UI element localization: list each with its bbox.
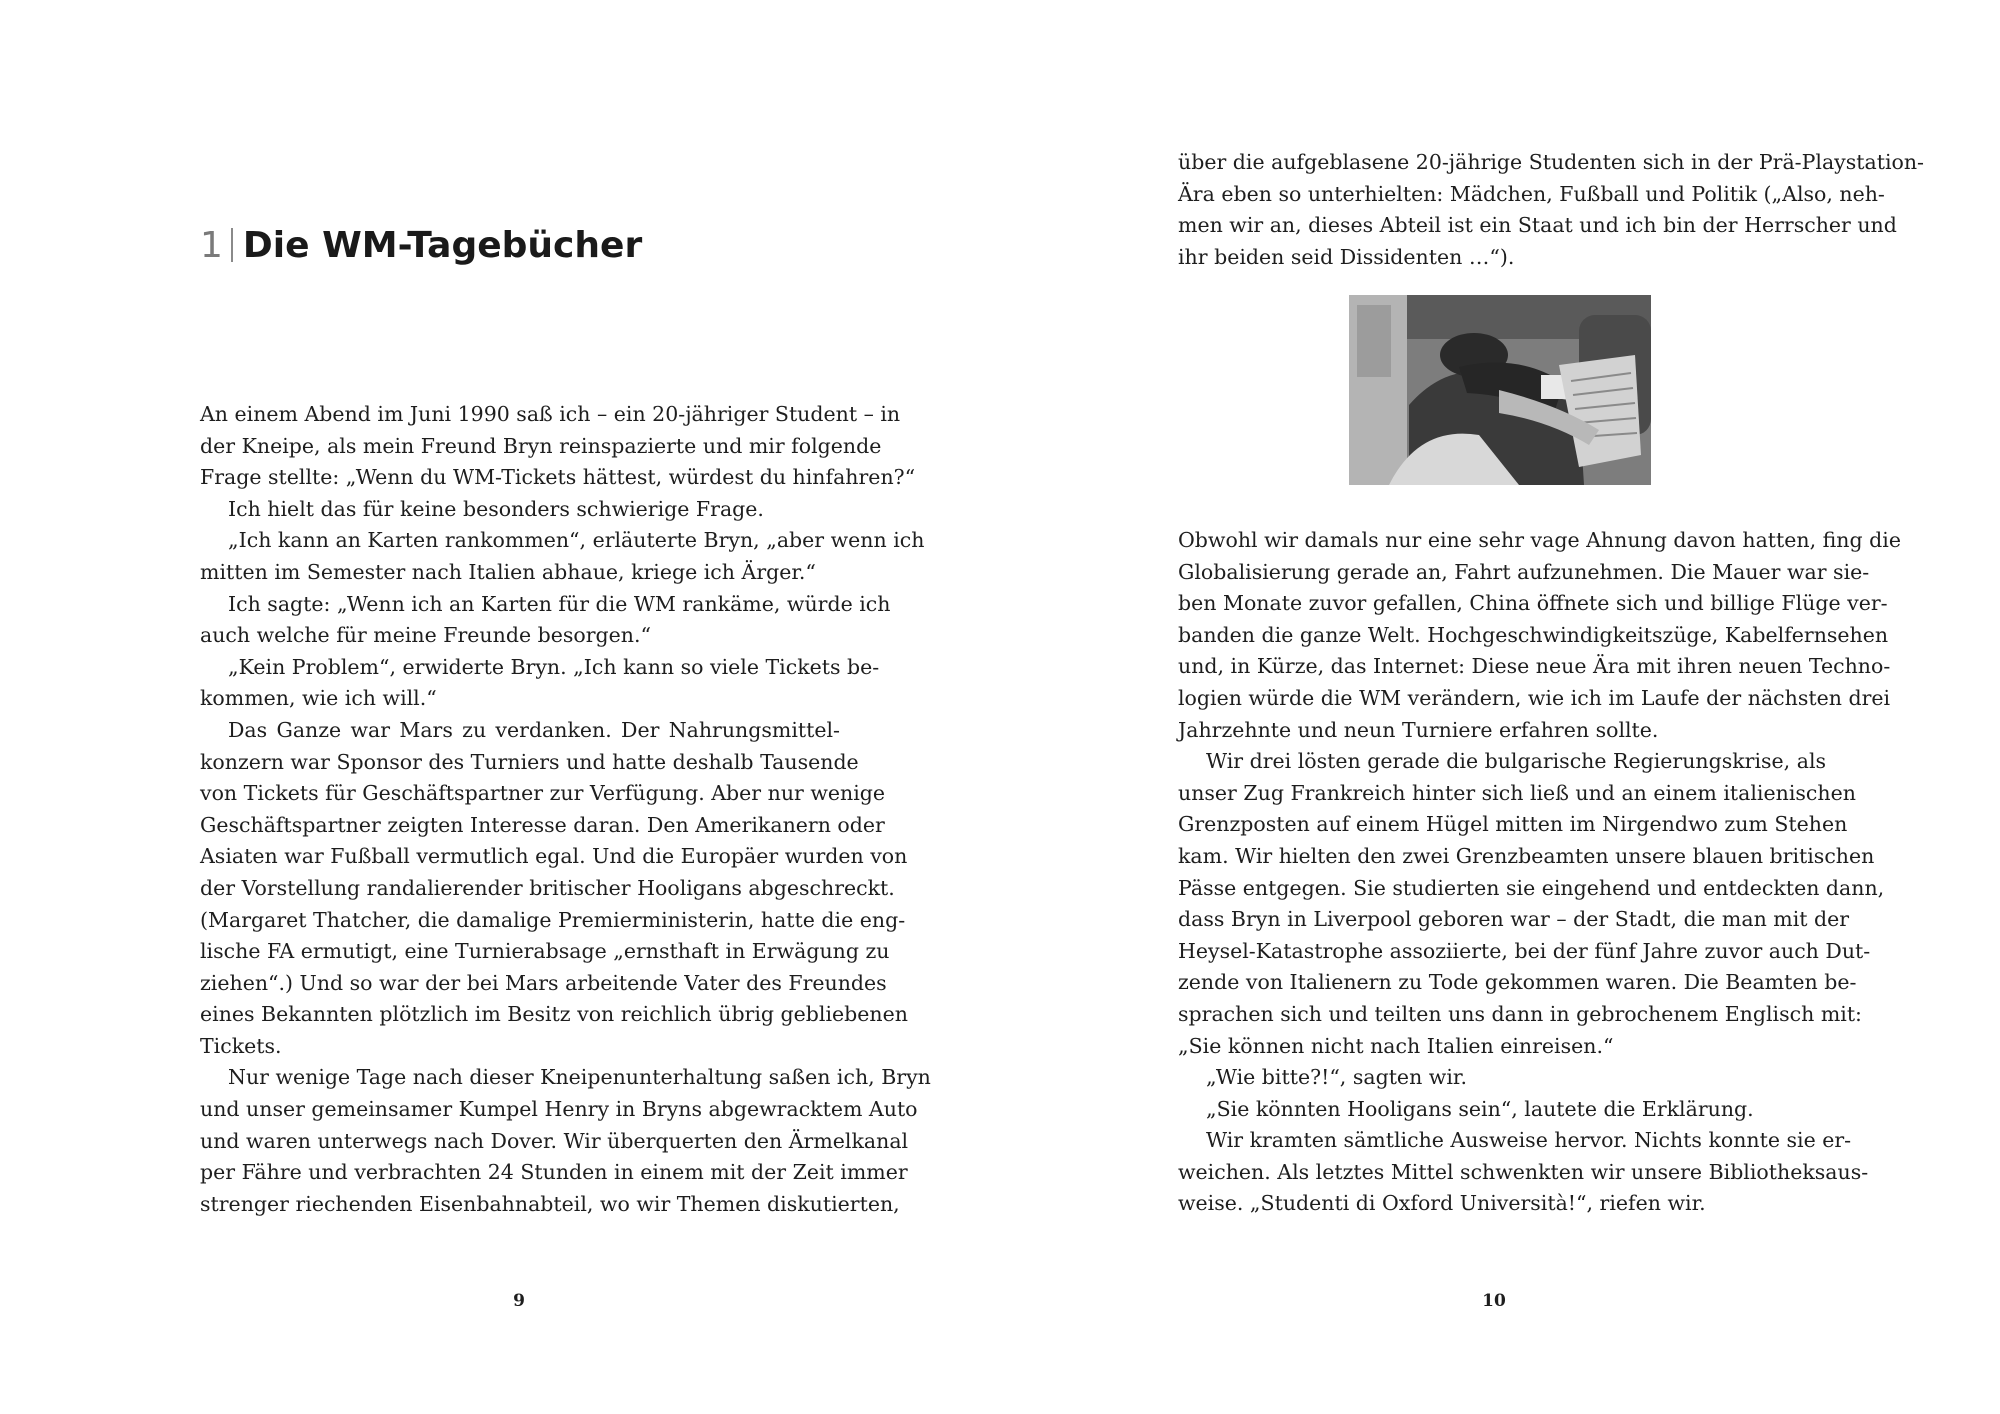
text-line: Ich sagte: „Wenn ich an Karten für die WM rankäme, würde ich <box>228 591 891 616</box>
text-line: Heysel-Katastrophe assoziierte, bei der fünf Jahre zuvor auch Dut- <box>1178 938 1871 963</box>
text-line: Wir drei lösten gerade die bulgarische Regierungskrise, als <box>1206 749 1827 774</box>
page-number-right: 10 <box>1482 1291 1506 1311</box>
text-line: ben Monate zuvor gefallen, China öffnete sich und billige Flüge ver- <box>1178 591 1888 616</box>
text-line: der Vorstellung randalierender britischer Hooligans abgeschreckt. <box>200 875 895 900</box>
text-line: lische FA ermutigt, eine Turnierabsage „ernsthaft in Erwägung zu <box>200 939 890 964</box>
text-line: Das Ganze war Mars zu verdanken. Der Nahrungsmittel- <box>228 717 840 742</box>
text-line: mitten im Semester nach Italien abhaue, kriege ich Ärger.“ <box>200 559 816 584</box>
text-line: „Ich kann an Karten rankommen“, erläuterte Bryn, „aber wenn ich <box>228 528 925 553</box>
text-line: unser Zug Frankreich hinter sich ließ und an einem italienischen <box>1178 780 1856 805</box>
text-line: Asiaten war Fußball vermutlich egal. Und die Europäer wurden von <box>200 844 908 869</box>
text-line: zende von Italienern zu Tode gekommen waren. Die Beamten be- <box>1178 970 1857 995</box>
text-line: ihr beiden seid Dissidenten …“). <box>1178 244 1515 269</box>
text-line: sprachen sich und teilten uns dann in gebrochenem Englisch mit: <box>1178 1001 1862 1026</box>
text-line: auch welche für meine Freunde besorgen.“ <box>200 623 651 648</box>
left-body-text <box>200 399 931 1220</box>
text-line: Ära eben so unterhielten: Mädchen, Fußball und Politik („Also, neh- <box>1178 181 1885 206</box>
text-line: und unser gemeinsamer Kumpel Henry in Bryns abgewracktem Auto <box>200 1097 918 1122</box>
text-line: ziehen“.) Und so war der bei Mars arbeitende Vater des Freundes <box>200 970 887 995</box>
text-line: „Sie können nicht nach Italien einreisen.“ <box>1178 1033 1614 1058</box>
text-line: kam. Wir hielten den zwei Grenzbeamten unsere blauen britischen <box>1178 843 1875 868</box>
text-line: Wir kramten sämtliche Ausweise hervor. Nichts konnte sie er- <box>1206 1128 1852 1153</box>
text-line: Jahrzehnte und neun Turniere erfahren sollte. <box>1178 717 1659 742</box>
text-line: banden die ganze Welt. Hochgeschwindigkeitszüge, Kabelfernsehen <box>1178 622 1889 647</box>
text-line: Globalisierung gerade an, Fahrt aufzunehmen. Die Mauer war sie- <box>1178 559 1870 584</box>
text-line: dass Bryn in Liverpool geboren war – der Stadt, die man mit der <box>1178 907 1850 932</box>
text-line: Ich hielt das für keine besonders schwierige Frage. <box>228 496 764 521</box>
text-line: Tickets. <box>200 1033 282 1058</box>
chapter-number: 1 <box>200 225 223 266</box>
text-line: strenger riechenden Eisenbahnabteil, wo wir Themen diskutierten, <box>200 1191 900 1216</box>
text-line: Obwohl wir damals nur eine sehr vage Ahnung davon hatten, fing die <box>1178 528 1901 552</box>
text-line: „Sie könnten Hooligans sein“, lautete die Erklärung. <box>1206 1096 1754 1121</box>
text-line: „Wie bitte?!“, sagten wir. <box>1206 1065 1467 1090</box>
text-line: men wir an, dieses Abteil ist ein Staat und ich bin der Herrscher und <box>1178 213 1897 238</box>
chapter-heading <box>200 222 642 270</box>
right-page <box>1000 0 2000 1414</box>
page-number-left: 9 <box>513 1291 525 1311</box>
text-line: und, in Kürze, das Internet: Diese neue Ära mit ihren neuen Techno- <box>1178 654 1891 679</box>
text-line: und waren unterwegs nach Dover. Wir überquerten den Ärmelkanal <box>200 1128 909 1153</box>
text-line: weichen. Als letztes Mittel schwenkten wir unsere Bibliotheksaus- <box>1178 1159 1869 1184</box>
text-line: der Kneipe, als mein Freund Bryn reinspazierte und mir folgende <box>200 433 882 458</box>
text-line: von Tickets für Geschäftspartner zur Verfügung. Aber nur wenige <box>200 781 886 806</box>
chapter-title: Die WM-Tagebücher <box>242 225 643 266</box>
text-line: per Fähre und verbrachten 24 Stunden in einem mit der Zeit immer <box>200 1160 908 1185</box>
text-line: An einem Abend im Juni 1990 saß ich – ein 20-jähriger Student – in <box>200 402 901 426</box>
text-line: Frage stellte: „Wenn du WM-Tickets hättest, würdest du hinfahren?“ <box>200 465 916 490</box>
text-line: eines Bekannten plötzlich im Besitz von reichlich übrig gebliebenen <box>200 1002 908 1027</box>
chapter-separator <box>231 228 233 262</box>
text-line: weise. „Studenti di Oxford Università!“, riefen wir. <box>1178 1191 1706 1216</box>
text-line: (Margaret Thatcher, die damalige Premierministerin, hatte die eng- <box>200 907 906 932</box>
text-line: „Kein Problem“, erwiderte Bryn. „Ich kann so viele Tickets be- <box>228 654 880 679</box>
text-line: Geschäftspartner zeigten Interesse daran. Den Amerikanern oder <box>200 812 885 837</box>
text-line: konzern war Sponsor des Turniers und hatte deshalb Tausende <box>200 749 859 774</box>
right-top-text <box>1178 147 1924 273</box>
text-line: logien würde die WM verändern, wie ich im Laufe der nächsten drei <box>1178 685 1891 710</box>
text-line: Nur wenige Tage nach dieser Kneipenunterhaltung saßen ich, Bryn <box>228 1065 931 1090</box>
text-line: kommen, wie ich will.“ <box>200 686 437 711</box>
photo-illustration <box>1349 295 1651 485</box>
text-line: Pässe entgegen. Sie studierten sie eingehend und entdeckten dann, <box>1178 875 1885 900</box>
right-body-text <box>1178 525 1901 1220</box>
text-line: über die aufgeblasene 20-jährige Studenten sich in der Prä-Playstation- <box>1178 150 1924 174</box>
text-line: Grenzposten auf einem Hügel mitten im Nirgendwo zum Stehen <box>1178 812 1848 837</box>
sleeping-student-photo <box>1349 295 1651 485</box>
